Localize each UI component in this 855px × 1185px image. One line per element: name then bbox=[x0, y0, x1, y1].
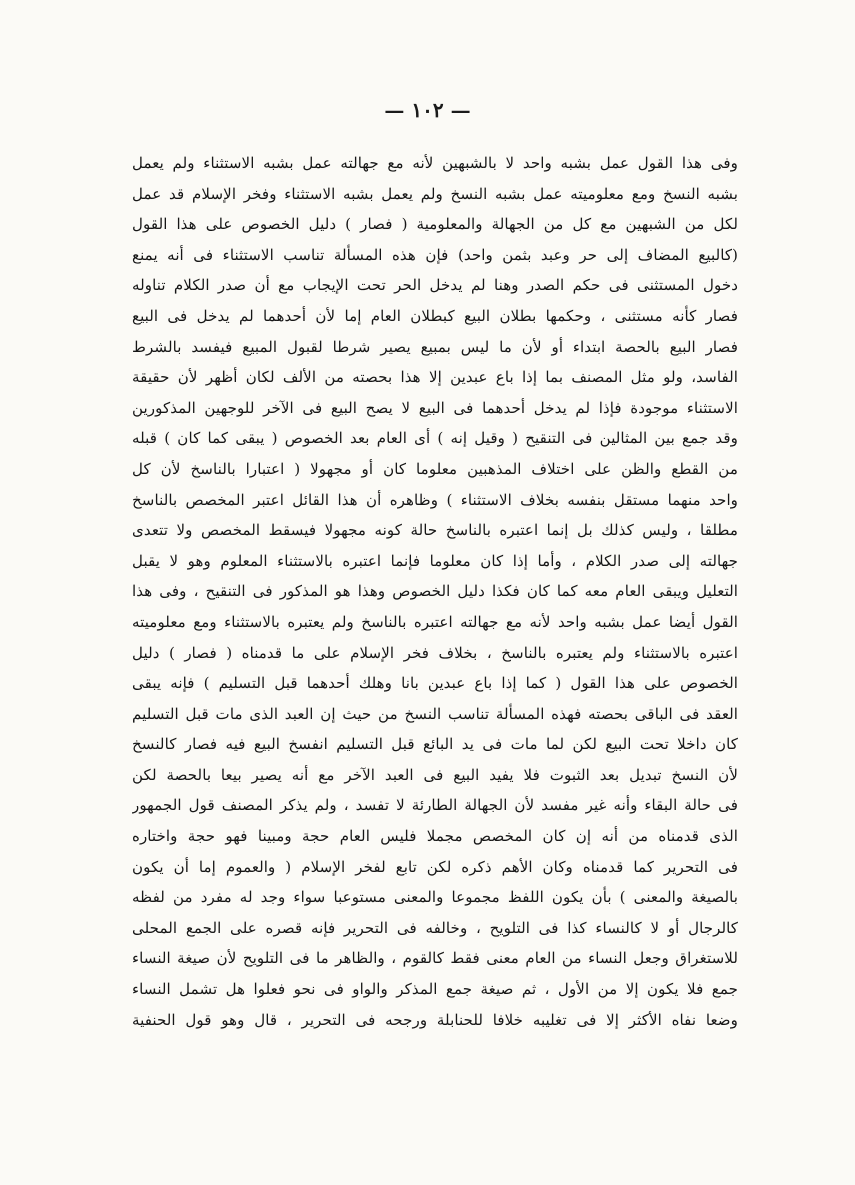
text-line: كان داخلا تحت البيع لكن لما مات فى يد البائع قبل التسليم انفسخ البيع فيه فصار كالنسخ bbox=[132, 735, 738, 754]
text-line: الذى قدمناه من أنه إن كان المخصص مجملا فليس العام حجة ومبينا فهو حجة واختاره bbox=[132, 827, 738, 846]
text-line: التعليل ويبقى العام معه كما كان فكذا دليل الخصوص وهذا هو المذكور فى التنقيح ، وفى هذا bbox=[132, 582, 738, 601]
text-line: (كالبيع المضاف إلى حر وعبد بثمن واحد) فإن هذه المسألة تناسب الاستثناء فى أنه يمنع bbox=[132, 245, 738, 264]
text-line: الخصوص على هذا القول ( كما إذا باع عبدين بانا وهلك أحدهما قبل التسليم ) فإنه يبقى bbox=[132, 674, 738, 693]
text-line: القول أيضا عمل بشبه واحد لأنه مع جهالته اعتبره بالناسخ ولم يعتبره بالاستثناء ومع معلوميته bbox=[132, 612, 738, 631]
text-line: وقد جمع بين المثالين فى التنقيح ( وقيل إنه ) أى العام بعد الخصوص ( يبقى كما كان ) قبله bbox=[132, 429, 738, 448]
text-line: كالرجال أو لا كالنساء كذا فى التلويح ، وخالفه فى التحرير فإنه قصره على الجمع المحلى bbox=[132, 918, 738, 937]
text-line: بالصيغة والمعنى ) بأن يكون اللفظ مجموعا والمعنى مستوعبا سواء وجد له مفرد من لفظه bbox=[132, 888, 738, 907]
text-line: اعتبره بالاستثناء ولم يعتبره بالناسخ ، بخلاف فخر الإسلام على ما قدمناه ( فصار ) دليل bbox=[132, 643, 738, 662]
text-line: دخول المستثنى فى حكم الصدر وهنا لم يدخل الحر تحت الإيجاب مع أن صدر الكلام تناوله bbox=[132, 276, 738, 295]
text-line: لكل من الشبهين مع كل من الجهالة والمعلومية ( فصار ) دليل الخصوص على هذا القول bbox=[132, 215, 738, 234]
text-line: فصار البيع بالحصة ابتداء أو لأن ما ليس بمبيع يصير شرطا لقبول المبيع فيفسد بالشرط bbox=[132, 337, 738, 356]
page-number: — ١٠٢ — bbox=[384, 98, 471, 122]
text-line: بشبه النسخ ومع معلوميته عمل بشبه النسخ ولم يعمل بشبه الاستثناء وفخر الإسلام قد عمل bbox=[132, 184, 738, 203]
text-line: جهالته إلى صدر الكلام ، وأما إذا كان معلوما فإنما اعتبره بالاستثناء المعلوم وهو لا يقبل bbox=[132, 551, 738, 570]
text-line: فى التحرير كما قدمناه وكان الأهم ذكره لكن تابع لفخر الإسلام ( والعموم إما أن يكون bbox=[132, 857, 738, 876]
text-line: وفى هذا القول عمل بشبه واحد لا بالشبهين لأنه مع جهالته عمل بشبه الاستثناء ولم يعمل bbox=[132, 154, 738, 172]
text-line: فى حالة البقاء وأنه غير مفسد لأن الجهالة الطارئة لا تفسد ، ولم يذكر المصنف قول الجمهور bbox=[132, 796, 738, 815]
text-line: العقد فى الباقى بحصته فهذه المسألة تناسب النسخ من حيث إن العبد الذى مات قبل التسليم bbox=[132, 704, 738, 723]
text-line: فصار كأنه مستثنى ، وحكمها بطلان البيع كبطلان العام إما لأن أحدهما لم يدخل فى البيع bbox=[132, 306, 738, 325]
text-line: الاستثناء موجودة فإذا لم يدخل أحدهما فى البيع لا يصح البيع فى الآخر للوجهين المذكورين bbox=[132, 398, 738, 417]
text-line: لأن النسخ تبديل بعد الثبوت فلا يفيد البيع فى العبد الآخر مع أنه يصير بيعا بالحصة لكن bbox=[132, 765, 738, 784]
text-line: وضعا نفاه الأكثر إلا فى تغليبه خلافا للحنابلة ورجحه فى التحرير ، قال وهو قول الحنفية bbox=[132, 1010, 738, 1029]
text-line: مطلقا ، وليس كذلك بل إنما اعتبره بالناسخ حالة كونه مجهولا فيسقط المخصص ولا تتعدى bbox=[132, 521, 738, 540]
text-line: من القطع والظن على اختلاف المذهبين معلوما كان أو مجهولا ( اعتبارا بالناسخ لأن كل bbox=[132, 459, 738, 478]
body-text bbox=[132, 148, 738, 1035]
text-line: واحد منهما مستقل بنفسه بخلاف الاستثناء ) وظاهره أن هذا القائل اعتبر المخصص بالناسخ bbox=[132, 490, 738, 509]
text-line: الفاسد، ولو مثل المصنف بما إذا باع عبدين إلا هذا بحصته من الألف لكان أظهر لأن حقيقة bbox=[132, 368, 738, 387]
text-line: جمع فلا يكون إلا من الأول ، ثم صيغة جمع المذكر والواو فى نحو فعلوا هل تشمل النساء bbox=[132, 980, 738, 999]
text-line: للاستغراق وجعل النساء من العام معنى فقط كالقوم ، والظاهر ما فى التلويح لأن صيغة النساء bbox=[132, 949, 738, 968]
